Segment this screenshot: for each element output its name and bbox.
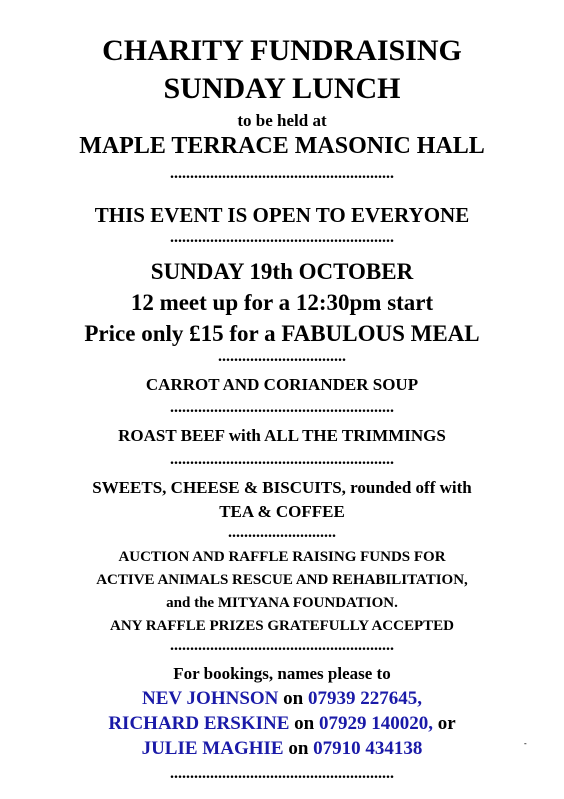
contact-row: [0, 689, 564, 708]
auction-line-1: AUCTION AND RAFFLE RAISING FUNDS FOR: [118, 549, 446, 565]
menu-dessert-line-2: TEA & COFFEE: [219, 502, 345, 521]
bookings-intro: For bookings, names please to: [173, 664, 391, 683]
menu-starter: CARROT AND CORIANDER SOUP: [145, 375, 419, 394]
auction-line-2: ACTIVE ANIMALS RESCUE AND REHABILITATION,: [96, 572, 468, 588]
separator-menu-b: ........................................................: [170, 451, 394, 468]
separator-3: ................................: [218, 348, 346, 365]
contact-joiner: on: [288, 738, 309, 759]
contact-phone: 07910 434138: [313, 738, 423, 759]
meet-time: 12 meet up for a 12:30pm start: [130, 290, 434, 315]
event-date: SUNDAY 19th OCTOBER: [150, 259, 414, 284]
menu-main: ROAST BEEF with ALL THE TRIMMINGS: [118, 426, 446, 445]
auction-line-3: and the MITYANA FOUNDATION.: [166, 595, 398, 611]
separator-4: ........................................................: [170, 637, 394, 654]
contact-joiner: on: [294, 713, 315, 734]
contact-name: RICHARD ERSKINE: [108, 713, 290, 734]
contact-name: NEV JOHNSON: [142, 688, 279, 709]
auction-line-4: ANY RAFFLE PRIZES GRATEFULLY ACCEPTED: [110, 618, 454, 634]
contact-phone: 07939 227645,: [307, 688, 422, 709]
contact-joiner: on: [283, 688, 304, 709]
contact-row: [0, 739, 564, 758]
title-line-2: SUNDAY LUNCH: [163, 72, 401, 105]
held-at-text: to be held at: [237, 111, 327, 130]
stray-dash-mark: -: [524, 739, 527, 748]
contact-suffix: or: [437, 713, 456, 734]
price-line: Price only £15 for a FABULOUS MEAL: [84, 321, 480, 346]
contact-row: [0, 714, 564, 733]
separator-2: ........................................................: [170, 229, 394, 246]
contact-phone: 07929 140020,: [318, 713, 433, 734]
separator-5: ........................................................: [170, 765, 394, 782]
contact-name: JULIE MAGHIE: [141, 738, 284, 759]
separator-menu-a: ........................................................: [170, 399, 394, 416]
menu-dessert-line-1: SWEETS, CHEESE & BISCUITS, rounded off with: [92, 478, 472, 497]
separator-menu-c: ...........................: [228, 524, 336, 541]
open-notice: THIS EVENT IS OPEN TO EVERYONE: [94, 203, 470, 227]
venue-name: MAPLE TERRACE MASONIC HALL: [79, 133, 485, 159]
title-line-1: CHARITY FUNDRAISING: [102, 34, 462, 67]
separator-1: ........................................................: [170, 165, 394, 182]
